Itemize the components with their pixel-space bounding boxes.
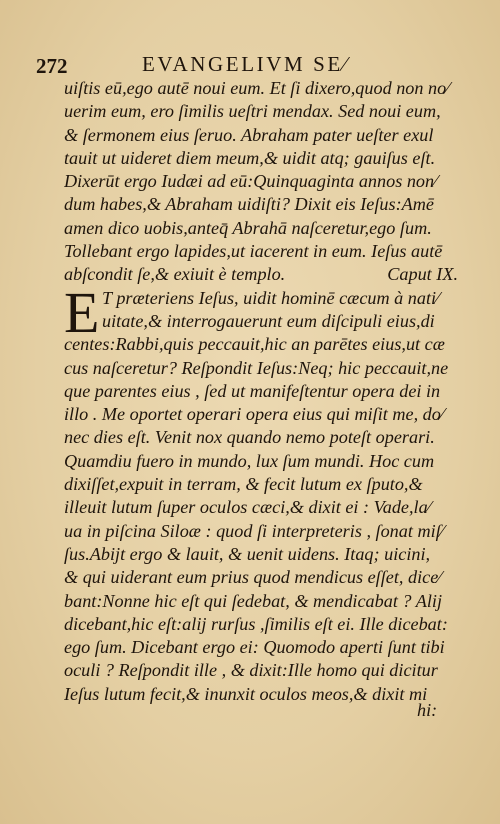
text-line: & qui uiderant eum prius quod mendicus eſſet, dice⁄ (64, 567, 442, 588)
drop-cap-initial: E (64, 280, 100, 345)
text-line: dixiſſet,expuit in terram, & fecit lutum ex ſputo,& (64, 474, 423, 495)
text-line: cus naſceretur? Reſpondit Ieſus:Neq; hic peccauit,ne (64, 357, 449, 378)
text-line: illeuit lutum ſuper oculos cæci,& dixit ei : Vade,la⁄ (64, 497, 431, 518)
text-line: ego ſum. Dicebant ergo ei: Quomodo aperti ſunt tibi (64, 637, 445, 658)
text-line: abſcondit ſe,& exiuit è templo. (64, 264, 286, 285)
text-line: nec dies eſt. Venit nox quando nemo poteſt operari. (64, 427, 435, 448)
text-line: T præteriens Ieſus, uidit hominē cæcum à nati⁄ (102, 287, 440, 308)
text-line: bant:Nonne hic eſt qui ſedebat, & mendicabat ? Alij (64, 590, 443, 611)
text-line: ſus.Abijt ergo & lauit, & uenit uidens. Itaq; uicini, (64, 543, 431, 564)
text-line: Ieſus lutum fecit,& inunxit oculos meos,& dixit mi (64, 683, 428, 704)
text-line: centes:Rabbi,quis peccauit,hic an parētes eius,ut cæ (64, 334, 445, 355)
text-line-with-caput (64, 263, 474, 286)
text-line: Dixerūt ergo Iudæi ad eū:Quinquaginta annos non⁄ (64, 171, 438, 192)
text-line: uitate,& interrogauerunt eum diſcipuli eius,di (102, 310, 435, 331)
text-line: oculi ? Reſpondit ille , & dixit:Ille homo qui dicitur (64, 660, 438, 681)
text-line: illo . Me oportet operari opera eius qui miſit me, do⁄ (64, 404, 444, 425)
running-head: EVANGELIVM SE⁄ (142, 52, 349, 76)
text-line: ua in piſcina Siloæ : quod ſi interpreteris , ſonat miſ⁄ (64, 520, 444, 541)
page-header (36, 52, 456, 78)
text-line: dum habes,& Abraham uidiſti? Dixit eis Ieſus:Amē (64, 194, 434, 215)
chapter-heading: Caput IX. (387, 264, 458, 285)
text-line: que parentes eius , ſed ut manifeſtentur opera dei in (64, 380, 441, 401)
text-line: & ſermonem eius ſeruo. Abraham pater ueſter exul (64, 124, 434, 145)
text-line: dicebant,hic eſt:alij rurſus ,ſimilis eſt ei. Ille dicebat: (64, 613, 448, 634)
text-block (64, 77, 474, 706)
catchword: hi: (417, 700, 438, 720)
text-line: uerim eum, ero ſimilis ueſtri mendax. Sed noui eum, (64, 101, 441, 122)
text-line: tauit ut uideret diem meum,& uidit atq; gauiſus eſt. (64, 147, 436, 168)
text-line: uiſtis eū,ego autē noui eum. Et ſi dixero,quod non no⁄ (64, 78, 450, 98)
text-line: amen dico uobis,anteq̄ Abrahā naſceretur,ego ſum. (64, 217, 432, 238)
text-line: Tollebant ergo lapides,ut iacerent in eum. Ieſus autē (64, 241, 443, 262)
text-line: Quamdiu fuero in mundo, lux ſum mundi. Hoc cum (64, 450, 435, 471)
page-number: 272 (36, 54, 68, 78)
